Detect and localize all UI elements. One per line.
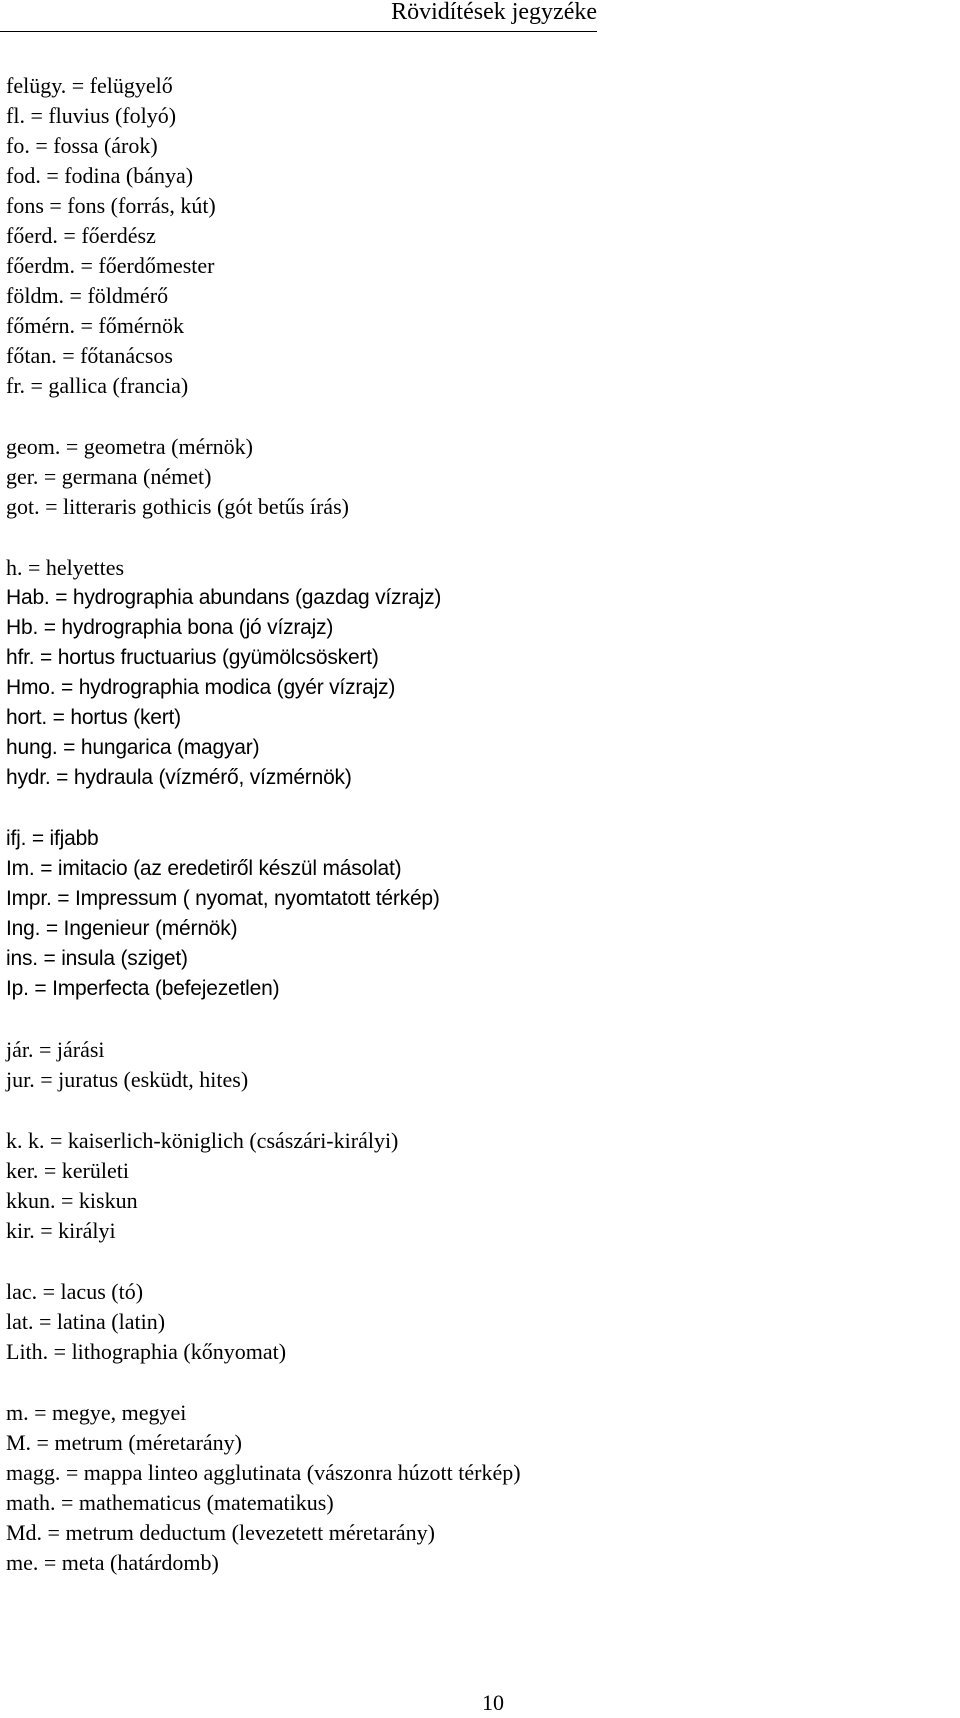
- abbreviation-entry: Hab. = hydrographia abundans (gazdag vízrajz): [6, 586, 442, 609]
- abbreviation-entry: jár. = járási: [6, 1037, 105, 1062]
- abbreviation-entry: geom. = geometra (mérnök): [6, 434, 253, 459]
- abbreviation-entry: fo. = fossa (árok): [6, 133, 158, 158]
- header-rule: [0, 31, 597, 32]
- abbreviation-entry: fl. = fluvius (folyó): [6, 103, 177, 128]
- abbreviation-entry: M. = metrum (méretarány): [6, 1430, 242, 1455]
- abbreviation-entry: Ip. = Imperfecta (befejezetlen): [6, 977, 280, 1000]
- abbreviation-entry: hort. = hortus (kert): [6, 706, 181, 729]
- page-number: 10: [482, 1690, 504, 1715]
- abbreviation-entry: főerd. = főerdész: [6, 223, 156, 248]
- abbreviation-entry: hung. = hungarica (magyar): [6, 736, 260, 759]
- abbreviation-entry: Md. = metrum deductum (levezetett méretarány): [6, 1520, 436, 1545]
- header-title: Rövidítések jegyzéke: [391, 0, 597, 25]
- page-header: [0, 0, 960, 30]
- abbreviation-entry: Hmo. = hydrographia modica (gyér vízrajz): [6, 676, 396, 699]
- abbreviation-entry: hfr. = hortus fructuarius (gyümölcsöskert): [6, 646, 379, 669]
- abbreviation-entry: math. = mathematicus (matematikus): [6, 1490, 334, 1515]
- abbreviation-entry: m. = megye, megyei: [6, 1400, 187, 1425]
- abbreviation-entry: ins. = insula (sziget): [6, 947, 188, 970]
- abbreviation-entry: k. k. = kaiserlich-königlich (császári-királyi): [6, 1128, 399, 1153]
- abbreviation-entry: fons = fons (forrás, kút): [6, 193, 216, 218]
- abbreviation-entry: magg. = mappa linteo agglutinata (vászonra húzott térkép): [6, 1460, 521, 1485]
- abbreviation-entry: kir. = királyi: [6, 1218, 116, 1243]
- abbreviation-entry: ifj. = ifjabb: [6, 827, 99, 850]
- abbreviation-entry: földm. = földmérő: [6, 283, 169, 308]
- abbreviation-entry: főtan. = főtanácsos: [6, 343, 173, 368]
- abbreviation-entry: felügy. = felügyelő: [6, 73, 173, 98]
- abbreviation-entry: got. = litteraris gothicis (gót betűs írás): [6, 494, 349, 519]
- abbreviation-entry: jur. = juratus (esküdt, hites): [6, 1067, 249, 1092]
- abbreviation-entry: fr. = gallica (francia): [6, 373, 189, 398]
- abbreviation-entry: Hb. = hydrographia bona (jó vízrajz): [6, 616, 334, 639]
- abbreviation-entry: fod. = fodina (bánya): [6, 163, 194, 188]
- abbreviation-entry: h. = helyettes: [6, 555, 125, 580]
- abbreviation-entry: me. = meta (határdomb): [6, 1550, 219, 1575]
- abbreviation-entry: lat. = latina (latin): [6, 1309, 166, 1334]
- abbreviation-entry: lac. = lacus (tó): [6, 1279, 144, 1304]
- abbreviation-entry: Lith. = lithographia (kőnyomat): [6, 1339, 287, 1364]
- abbreviation-entry: ker. = kerületi: [6, 1158, 129, 1183]
- abbreviation-list: [6, 71, 521, 1578]
- abbreviation-entry: Impr. = Impressum ( nyomat, nyomtatott térkép): [6, 887, 440, 910]
- abbreviation-entry: hydr. = hydraula (vízmérő, vízmérnök): [6, 766, 352, 789]
- abbreviation-entry: főerdm. = főerdőmester: [6, 253, 215, 278]
- abbreviation-entry: főmérn. = főmérnök: [6, 313, 184, 338]
- abbreviation-entry: Ing. = Ingenieur (mérnök): [6, 917, 238, 940]
- abbreviation-entry: Im. = imitacio (az eredetiről készül másolat): [6, 857, 402, 880]
- abbreviation-entry: ger. = germana (német): [6, 464, 212, 489]
- abbreviation-entry: kkun. = kiskun: [6, 1188, 138, 1213]
